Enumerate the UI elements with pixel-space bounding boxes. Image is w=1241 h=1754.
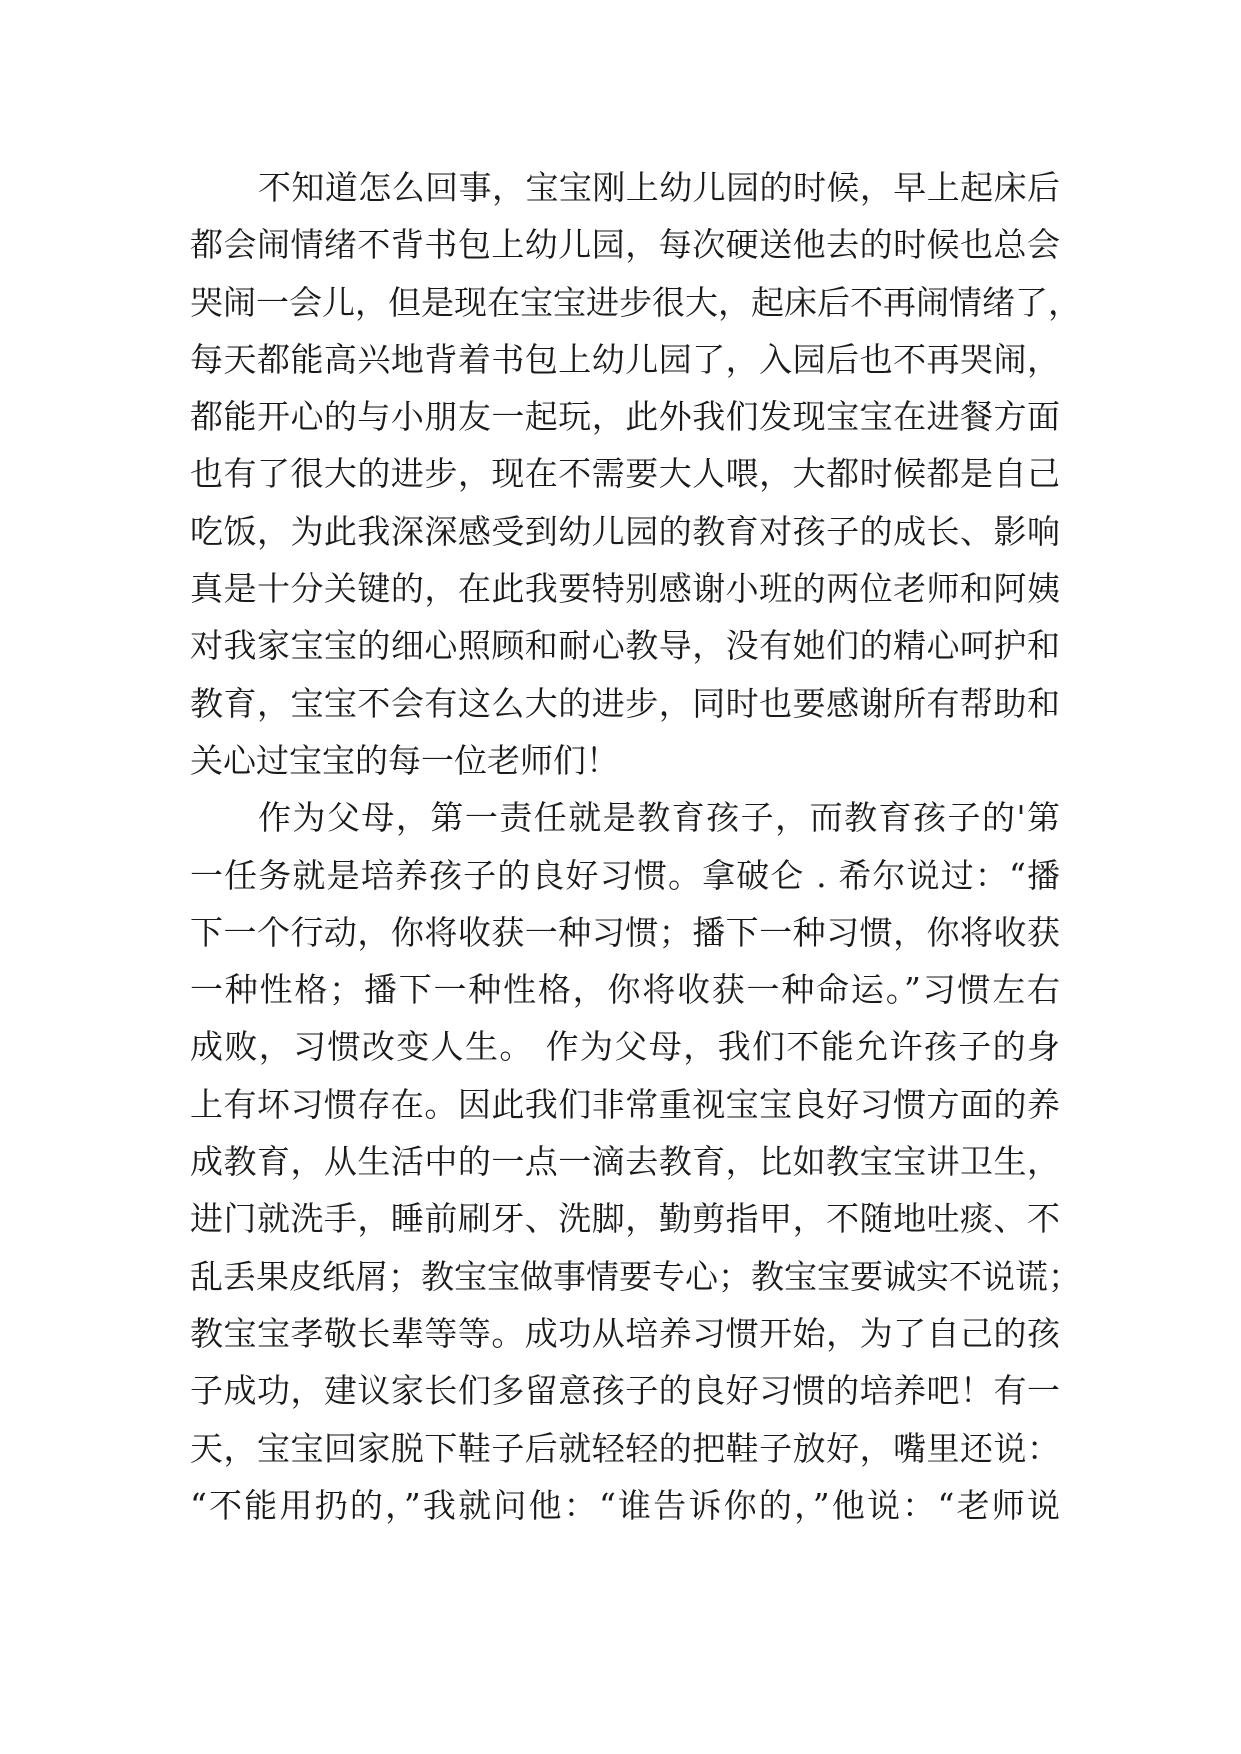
paragraph-1-line-10: 教育，宝宝不会有这么大的进步，同时也要感谢所有帮助和 (190, 683, 1060, 723)
paragraph-2-line-2: 一任务就是培养孩子的良好习惯。拿破仑 . 希尔说过：“播 (190, 855, 1060, 895)
paragraph-1-line-2: 都会闹情绪不背书包上幼儿园，每次硬送他去的时候也总会 (190, 225, 1060, 265)
paragraph-1-line-6: 也有了很大的进步，现在不需要大人喂，大都时候都是自己 (190, 454, 1060, 494)
paragraph-1-line-5: 都能开心的与小朋友一起玩，此外我们发现宝宝在进餐方面 (190, 397, 1060, 437)
paragraph-2-line-11: 子成功，建议家长们多留意孩子的良好习惯的培养吧！有一 (190, 1371, 1060, 1411)
paragraph-1-line-8: 真是十分关键的，在此我要特别感谢小班的两位老师和阿姨 (190, 569, 1060, 609)
paragraph-2-line-4: 一种性格；播下一种性格，你将收获一种命运。”习惯左右 (190, 970, 1060, 1010)
paragraph-2-line-3: 下一个行动，你将收获一种习惯；播下一种习惯，你将收获 (190, 912, 1060, 952)
paragraph-2-line-1: 作为父母，第一责任就是教育孩子，而教育孩子的'第 (258, 798, 1060, 838)
paragraph-2-line-8: 进门就洗手，睡前刷牙、洗脚，勤剪指甲，不随地吐痰、不 (190, 1199, 1060, 1239)
paragraph-2-line-10: 教宝宝孝敬长辈等等。成功从培养习惯开始，为了自己的孩 (190, 1313, 1060, 1353)
paragraph-1-line-1: 不知道怎么回事，宝宝刚上幼儿园的时候，早上起床后 (258, 168, 1060, 207)
body-text (190, 159, 1081, 1534)
paragraph-2-line-13: “不能用扔的，”我就问他：“谁告诉你的，”他说：“老师说 (190, 1485, 1060, 1525)
paragraph-1-line-11: 关心过宝宝的每一位老师们！ (190, 740, 619, 780)
paragraph-2-line-9: 乱丢果皮纸屑；教宝宝做事情要专心；教宝宝要诚实不说谎； (190, 1256, 1081, 1296)
paragraph-2-line-5: 成败，习惯改变人生。 作为父母，我们不能允许孩子的身 (190, 1027, 1060, 1067)
paragraph-1-line-3: 哭闹一会儿，但是现在宝宝进步很大，起床后不再闹情绪了， (190, 282, 1081, 322)
paragraph-1-line-4: 每天都能高兴地背着书包上幼儿园了，入园后也不再哭闹， (190, 339, 1060, 379)
paragraph-2-line-12: 天，宝宝回家脱下鞋子后就轻轻的把鞋子放好，嘴里还说： (190, 1428, 1060, 1468)
paragraph-1-line-9: 对我家宝宝的细心照顾和耐心教导，没有她们的精心呵护和 (190, 626, 1060, 666)
paragraph-2-line-7: 成教育，从生活中的一点一滴去教育，比如教宝宝讲卫生， (190, 1142, 1060, 1182)
paragraph-1-line-7: 吃饭，为此我深深感受到幼儿园的教育对孩子的成长、影响 (190, 511, 1060, 551)
paragraph-2-line-6: 上有坏习惯存在。因此我们非常重视宝宝良好习惯方面的养 (190, 1084, 1060, 1124)
